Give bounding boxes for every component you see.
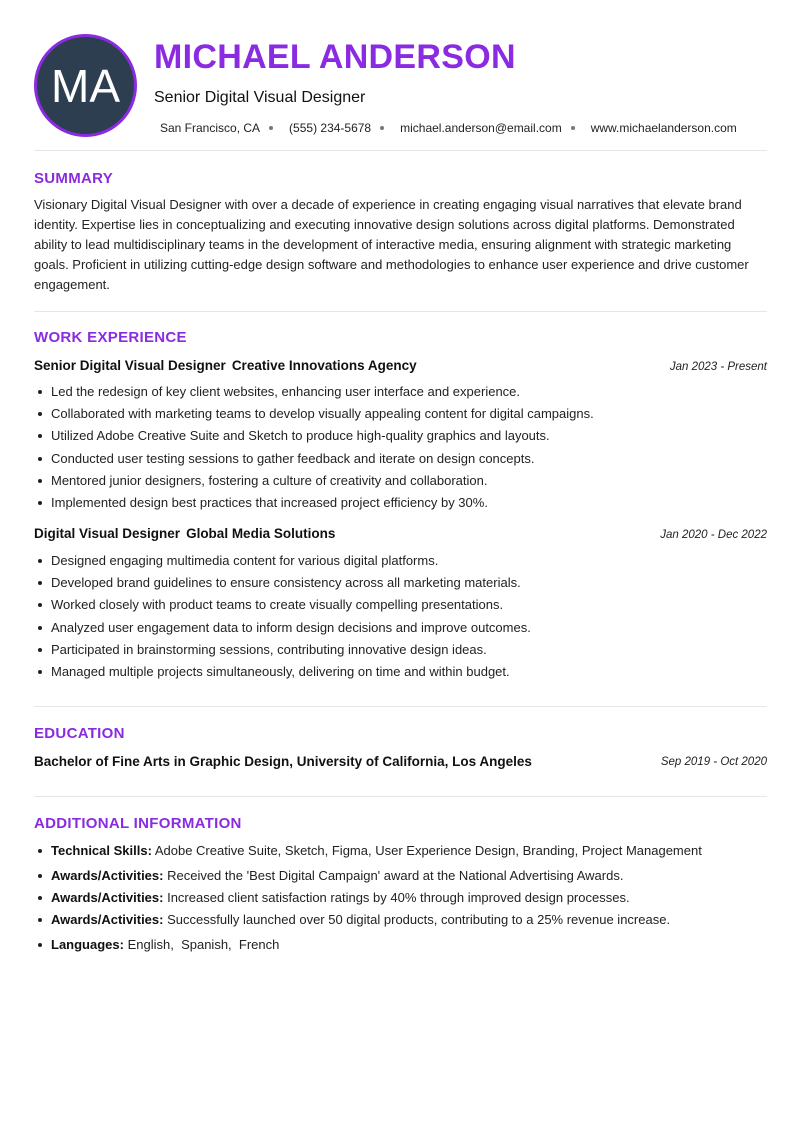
list-item: Mentored junior designers, fostering a culture of creativity and collaboration. <box>34 472 594 494</box>
list-item: Collaborated with marketing teams to develop visually appealing content for digital campaigns. <box>34 405 594 427</box>
list-item: Participated in brainstorming sessions, contributing innovative design ideas. <box>34 641 531 663</box>
divider <box>34 311 767 312</box>
item-label: Languages: <box>51 937 124 953</box>
contact-email[interactable]: michael.anderson@email.com <box>400 121 562 135</box>
job-header <box>34 358 767 373</box>
list-item <box>34 911 702 936</box>
list-item <box>34 889 702 911</box>
item-text: Successfully launched over 50 digital products, contributing to a 25% revenue increase. <box>167 912 671 928</box>
item-text: Increased client satisfaction ratings by 40% through improved design processes. <box>167 890 630 906</box>
job-role: Senior Digital Visual Designer <box>34 358 226 373</box>
job-company: Global Media Solutions <box>186 526 336 541</box>
divider <box>34 706 767 707</box>
list-item: Conducted user testing sessions to gather feedback and iterate on design concepts. <box>34 450 594 472</box>
section-heading-education: EDUCATION <box>34 725 125 742</box>
item-text: English, Spanish, French <box>127 937 280 953</box>
list-item: Developed brand guidelines to ensure consistency across all marketing materials. <box>34 574 531 596</box>
job-bullets <box>34 552 531 685</box>
contact-website[interactable]: www.michaelanderson.com <box>590 121 737 135</box>
divider <box>34 150 767 151</box>
divider <box>34 796 767 797</box>
item-label: Awards/Activities: <box>51 912 164 928</box>
resume-header <box>34 34 767 151</box>
contact-phone: (555) 234-5678 <box>289 121 372 135</box>
list-item: Utilized Adobe Creative Suite and Sketch to produce high-quality graphics and layouts. <box>34 427 594 449</box>
section-heading-experience: WORK EXPERIENCE <box>34 329 187 346</box>
item-label: Awards/Activities: <box>51 868 164 883</box>
job-dates: Jan 2023 - Present <box>669 361 767 373</box>
item-text: Adobe Creative Suite, Sketch, Figma, User Experience Design, Branding, Project Management <box>154 843 702 858</box>
job-company: Creative Innovations Agency <box>231 358 417 373</box>
additional-list <box>34 842 702 959</box>
list-item: Designed engaging multimedia content for various digital platforms. <box>34 552 531 574</box>
list-item: Implemented design best practices that increased project efficiency by 30%. <box>34 494 594 516</box>
education-degree: Bachelor of Fine Arts in Graphic Design, University of California, Los Angeles <box>34 754 532 769</box>
item-label: Technical Skills: <box>51 843 152 858</box>
section-heading-summary: SUMMARY <box>34 170 114 187</box>
section-heading-additional: ADDITIONAL INFORMATION <box>34 815 242 832</box>
contact-line <box>160 121 737 135</box>
contact-location: San Francisco, CA <box>160 121 261 135</box>
job-dates: Jan 2020 - Dec 2022 <box>660 529 767 541</box>
item-text: Received the 'Best Digital Campaign' award at the National Advertising Awards. <box>167 868 624 883</box>
list-item <box>34 936 702 958</box>
list-item: Led the redesign of key client websites, enhancing user interface and experience. <box>34 383 594 405</box>
list-item <box>34 867 702 889</box>
separator-dot-icon <box>380 126 384 130</box>
separator-dot-icon <box>571 126 575 130</box>
list-item: Managed multiple projects simultaneously, delivering on time and within budget. <box>34 663 531 685</box>
job-bullets <box>34 383 594 516</box>
item-label: Awards/Activities: <box>51 890 164 906</box>
job-header <box>34 526 767 541</box>
avatar <box>34 34 137 137</box>
separator-dot-icon <box>269 126 273 130</box>
candidate-name: MICHAEL ANDERSON <box>154 38 516 76</box>
job-role: Digital Visual Designer <box>34 526 181 541</box>
avatar-initials: MA <box>51 59 120 112</box>
list-item <box>34 842 702 867</box>
list-item: Worked closely with product teams to create visually compelling presentations. <box>34 596 531 618</box>
summary-text: Visionary Digital Visual Designer with over a decade of experience in creating engaging visual narratives that elevate brand identity. Expertise lies in conceptualizing and executing innovative design solutions across digital platforms. Demonstrated ability to lead multidisciplinary teams in the development of interactive media, ensuring alignment with strategic marketing goals. Proficient in utilizing cutting-edge design software and methodologies to enhance user experience and drive customer engagement. <box>34 197 749 292</box>
list-item: Analyzed user engagement data to inform design decisions and improve outcomes. <box>34 619 531 641</box>
education-dates: Sep 2019 - Oct 2020 <box>660 756 767 768</box>
candidate-title: Senior Digital Visual Designer <box>154 89 366 106</box>
